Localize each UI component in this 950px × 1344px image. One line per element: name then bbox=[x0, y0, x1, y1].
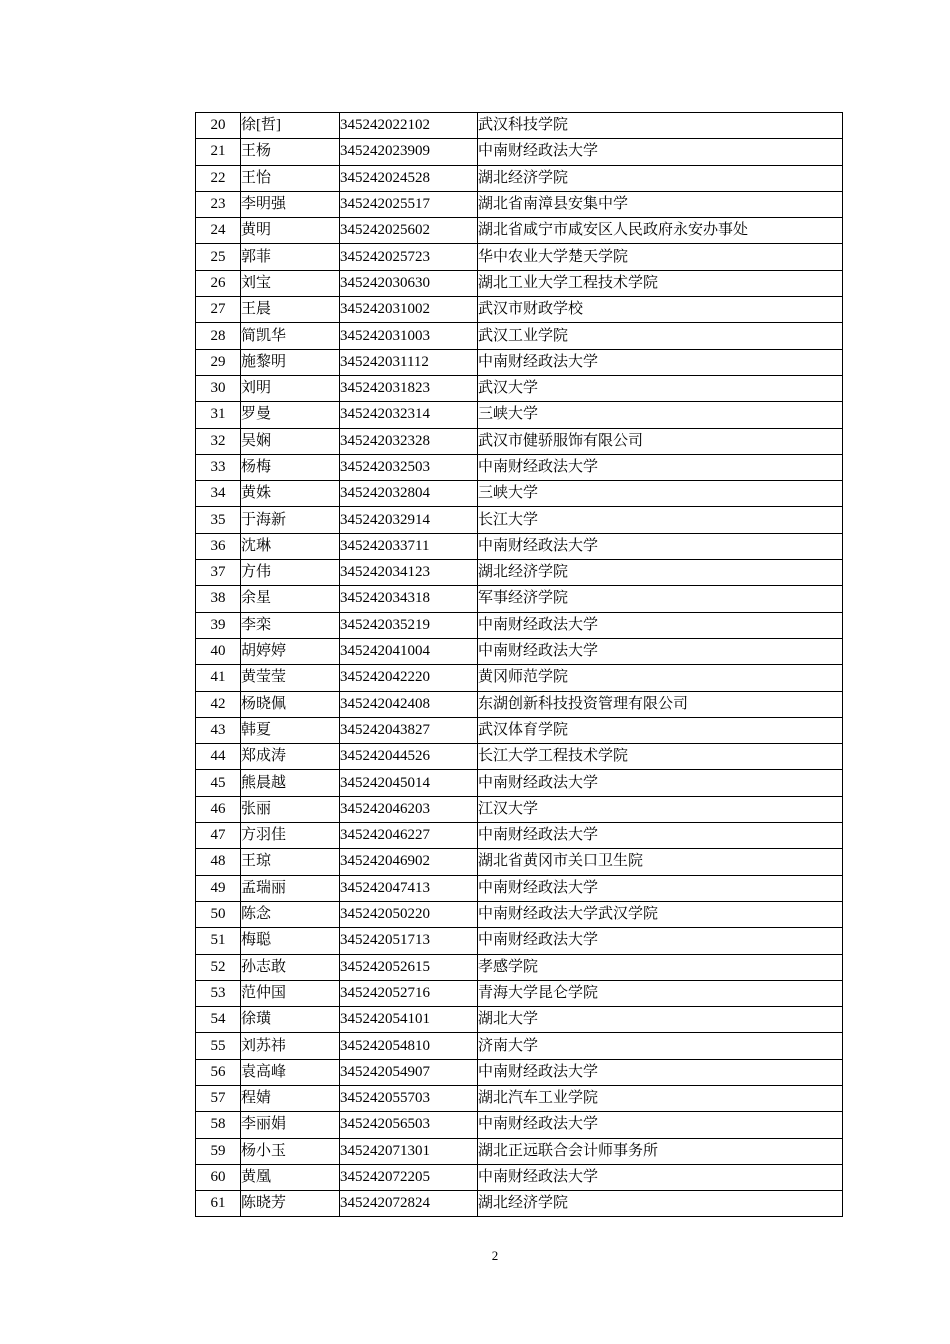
organization-cell: 中南财经政法大学 bbox=[478, 454, 843, 480]
exam-id-cell: 345242050220 bbox=[340, 901, 478, 927]
table-row bbox=[196, 849, 843, 875]
organization-cell: 湖北正远联合会计师事务所 bbox=[478, 1138, 843, 1164]
table-row bbox=[196, 1059, 843, 1085]
organization-cell: 中南财经政法大学 bbox=[478, 139, 843, 165]
name-cell: 孟瑞丽 bbox=[241, 875, 340, 901]
name-cell: 郑成涛 bbox=[241, 744, 340, 770]
table-row bbox=[196, 191, 843, 217]
row-number-cell: 36 bbox=[196, 533, 241, 559]
table-row bbox=[196, 1112, 843, 1138]
table-row bbox=[196, 218, 843, 244]
table-row bbox=[196, 612, 843, 638]
table-row bbox=[196, 665, 843, 691]
name-cell: 杨梅 bbox=[241, 454, 340, 480]
name-cell: 沈琳 bbox=[241, 533, 340, 559]
exam-id-cell: 345242032503 bbox=[340, 454, 478, 480]
row-number-cell: 20 bbox=[196, 113, 241, 139]
exam-id-cell: 345242041004 bbox=[340, 638, 478, 664]
name-cell: 熊晨越 bbox=[241, 770, 340, 796]
exam-id-cell: 345242044526 bbox=[340, 744, 478, 770]
exam-id-cell: 345242045014 bbox=[340, 770, 478, 796]
organization-cell: 东湖创新科技投资管理有限公司 bbox=[478, 691, 843, 717]
exam-id-cell: 345242031112 bbox=[340, 349, 478, 375]
name-cell: 杨小玉 bbox=[241, 1138, 340, 1164]
row-number-cell: 43 bbox=[196, 717, 241, 743]
row-number-cell: 54 bbox=[196, 1007, 241, 1033]
organization-cell: 中南财经政法大学 bbox=[478, 823, 843, 849]
row-number-cell: 60 bbox=[196, 1164, 241, 1190]
row-number-cell: 52 bbox=[196, 954, 241, 980]
row-number-cell: 41 bbox=[196, 665, 241, 691]
organization-cell: 武汉大学 bbox=[478, 375, 843, 401]
organization-cell: 三峡大学 bbox=[478, 481, 843, 507]
row-number-cell: 53 bbox=[196, 980, 241, 1006]
table-row bbox=[196, 928, 843, 954]
exam-id-cell: 345242035219 bbox=[340, 612, 478, 638]
table-row bbox=[196, 481, 843, 507]
row-number-cell: 21 bbox=[196, 139, 241, 165]
exam-id-cell: 345242054101 bbox=[340, 1007, 478, 1033]
name-cell: 徐[哲] bbox=[241, 113, 340, 139]
exam-id-cell: 345242030630 bbox=[340, 270, 478, 296]
table-row bbox=[196, 1191, 843, 1217]
organization-cell: 济南大学 bbox=[478, 1033, 843, 1059]
exam-id-cell: 345242032314 bbox=[340, 402, 478, 428]
organization-cell: 湖北省黄冈市关口卫生院 bbox=[478, 849, 843, 875]
exam-id-cell: 345242072205 bbox=[340, 1164, 478, 1190]
table-row bbox=[196, 875, 843, 901]
exam-id-cell: 345242054810 bbox=[340, 1033, 478, 1059]
row-number-cell: 46 bbox=[196, 796, 241, 822]
table-row bbox=[196, 954, 843, 980]
name-cell: 梅聪 bbox=[241, 928, 340, 954]
row-number-cell: 37 bbox=[196, 560, 241, 586]
table-row bbox=[196, 1007, 843, 1033]
roster-table bbox=[195, 112, 843, 1217]
exam-id-cell: 345242032914 bbox=[340, 507, 478, 533]
organization-cell: 中南财经政法大学 bbox=[478, 1059, 843, 1085]
row-number-cell: 35 bbox=[196, 507, 241, 533]
table-row bbox=[196, 349, 843, 375]
name-cell: 黄明 bbox=[241, 218, 340, 244]
organization-cell: 武汉科技学院 bbox=[478, 113, 843, 139]
exam-id-cell: 345242042220 bbox=[340, 665, 478, 691]
exam-id-cell: 345242033711 bbox=[340, 533, 478, 559]
exam-id-cell: 345242022102 bbox=[340, 113, 478, 139]
table-row bbox=[196, 297, 843, 323]
name-cell: 李栾 bbox=[241, 612, 340, 638]
name-cell: 方羽佳 bbox=[241, 823, 340, 849]
exam-id-cell: 345242024528 bbox=[340, 165, 478, 191]
exam-id-cell: 345242047413 bbox=[340, 875, 478, 901]
name-cell: 陈念 bbox=[241, 901, 340, 927]
row-number-cell: 58 bbox=[196, 1112, 241, 1138]
exam-id-cell: 345242043827 bbox=[340, 717, 478, 743]
exam-id-cell: 345242032804 bbox=[340, 481, 478, 507]
organization-cell: 湖北经济学院 bbox=[478, 560, 843, 586]
row-number-cell: 55 bbox=[196, 1033, 241, 1059]
exam-id-cell: 345242042408 bbox=[340, 691, 478, 717]
organization-cell: 武汉市健骄服饰有限公司 bbox=[478, 428, 843, 454]
exam-id-cell: 345242031003 bbox=[340, 323, 478, 349]
name-cell: 于海新 bbox=[241, 507, 340, 533]
name-cell: 杨晓佩 bbox=[241, 691, 340, 717]
organization-cell: 湖北省南漳县安集中学 bbox=[478, 191, 843, 217]
name-cell: 郭菲 bbox=[241, 244, 340, 270]
organization-cell: 华中农业大学楚天学院 bbox=[478, 244, 843, 270]
exam-id-cell: 345242025602 bbox=[340, 218, 478, 244]
name-cell: 韩夏 bbox=[241, 717, 340, 743]
row-number-cell: 38 bbox=[196, 586, 241, 612]
table-row bbox=[196, 1138, 843, 1164]
organization-cell: 中南财经政法大学 bbox=[478, 928, 843, 954]
exam-id-cell: 345242055703 bbox=[340, 1085, 478, 1111]
name-cell: 刘苏祎 bbox=[241, 1033, 340, 1059]
row-number-cell: 45 bbox=[196, 770, 241, 796]
name-cell: 徐璜 bbox=[241, 1007, 340, 1033]
table-row bbox=[196, 691, 843, 717]
name-cell: 王晨 bbox=[241, 297, 340, 323]
exam-id-cell: 345242034318 bbox=[340, 586, 478, 612]
name-cell: 罗曼 bbox=[241, 402, 340, 428]
table-row bbox=[196, 901, 843, 927]
row-number-cell: 25 bbox=[196, 244, 241, 270]
row-number-cell: 59 bbox=[196, 1138, 241, 1164]
name-cell: 黄姝 bbox=[241, 481, 340, 507]
organization-cell: 青海大学昆仑学院 bbox=[478, 980, 843, 1006]
organization-cell: 三峡大学 bbox=[478, 402, 843, 428]
exam-id-cell: 345242031823 bbox=[340, 375, 478, 401]
organization-cell: 湖北省咸宁市咸安区人民政府永安办事处 bbox=[478, 218, 843, 244]
name-cell: 吴娴 bbox=[241, 428, 340, 454]
table-row bbox=[196, 980, 843, 1006]
name-cell: 施黎明 bbox=[241, 349, 340, 375]
organization-cell: 武汉工业学院 bbox=[478, 323, 843, 349]
exam-id-cell: 345242023909 bbox=[340, 139, 478, 165]
row-number-cell: 40 bbox=[196, 638, 241, 664]
name-cell: 刘宝 bbox=[241, 270, 340, 296]
row-number-cell: 23 bbox=[196, 191, 241, 217]
organization-cell: 中南财经政法大学 bbox=[478, 770, 843, 796]
row-number-cell: 51 bbox=[196, 928, 241, 954]
name-cell: 胡婷婷 bbox=[241, 638, 340, 664]
exam-id-cell: 345242032328 bbox=[340, 428, 478, 454]
organization-cell: 长江大学 bbox=[478, 507, 843, 533]
organization-cell: 长江大学工程技术学院 bbox=[478, 744, 843, 770]
table-row bbox=[196, 638, 843, 664]
table-row bbox=[196, 1033, 843, 1059]
table-row bbox=[196, 270, 843, 296]
exam-id-cell: 345242071301 bbox=[340, 1138, 478, 1164]
row-number-cell: 30 bbox=[196, 375, 241, 401]
exam-id-cell: 345242025723 bbox=[340, 244, 478, 270]
name-cell: 范仲国 bbox=[241, 980, 340, 1006]
organization-cell: 湖北经济学院 bbox=[478, 165, 843, 191]
name-cell: 余星 bbox=[241, 586, 340, 612]
table-row bbox=[196, 323, 843, 349]
name-cell: 王怡 bbox=[241, 165, 340, 191]
table-row bbox=[196, 375, 843, 401]
organization-cell: 武汉体育学院 bbox=[478, 717, 843, 743]
row-number-cell: 57 bbox=[196, 1085, 241, 1111]
exam-id-cell: 345242056503 bbox=[340, 1112, 478, 1138]
row-number-cell: 39 bbox=[196, 612, 241, 638]
name-cell: 李丽娟 bbox=[241, 1112, 340, 1138]
row-number-cell: 42 bbox=[196, 691, 241, 717]
name-cell: 黄凰 bbox=[241, 1164, 340, 1190]
row-number-cell: 50 bbox=[196, 901, 241, 927]
row-number-cell: 44 bbox=[196, 744, 241, 770]
exam-id-cell: 345242052716 bbox=[340, 980, 478, 1006]
row-number-cell: 26 bbox=[196, 270, 241, 296]
roster-table-body bbox=[196, 113, 843, 1217]
row-number-cell: 34 bbox=[196, 481, 241, 507]
row-number-cell: 47 bbox=[196, 823, 241, 849]
name-cell: 王琼 bbox=[241, 849, 340, 875]
table-row bbox=[196, 402, 843, 428]
exam-id-cell: 345242025517 bbox=[340, 191, 478, 217]
name-cell: 陈晓芳 bbox=[241, 1191, 340, 1217]
organization-cell: 中南财经政法大学武汉学院 bbox=[478, 901, 843, 927]
name-cell: 方伟 bbox=[241, 560, 340, 586]
organization-cell: 中南财经政法大学 bbox=[478, 612, 843, 638]
table-row bbox=[196, 165, 843, 191]
name-cell: 王杨 bbox=[241, 139, 340, 165]
organization-cell: 湖北工业大学工程技术学院 bbox=[478, 270, 843, 296]
exam-id-cell: 345242054907 bbox=[340, 1059, 478, 1085]
exam-id-cell: 345242051713 bbox=[340, 928, 478, 954]
table-row bbox=[196, 717, 843, 743]
name-cell: 黄莹莹 bbox=[241, 665, 340, 691]
table-row bbox=[196, 1085, 843, 1111]
name-cell: 张丽 bbox=[241, 796, 340, 822]
organization-cell: 军事经济学院 bbox=[478, 586, 843, 612]
organization-cell: 江汉大学 bbox=[478, 796, 843, 822]
exam-id-cell: 345242046227 bbox=[340, 823, 478, 849]
exam-id-cell: 345242072824 bbox=[340, 1191, 478, 1217]
row-number-cell: 31 bbox=[196, 402, 241, 428]
table-row bbox=[196, 428, 843, 454]
row-number-cell: 29 bbox=[196, 349, 241, 375]
organization-cell: 中南财经政法大学 bbox=[478, 533, 843, 559]
table-row bbox=[196, 770, 843, 796]
organization-cell: 中南财经政法大学 bbox=[478, 875, 843, 901]
organization-cell: 中南财经政法大学 bbox=[478, 1112, 843, 1138]
name-cell: 李明强 bbox=[241, 191, 340, 217]
organization-cell: 孝感学院 bbox=[478, 954, 843, 980]
table-row bbox=[196, 823, 843, 849]
name-cell: 孙志敢 bbox=[241, 954, 340, 980]
table-row bbox=[196, 586, 843, 612]
organization-cell: 湖北大学 bbox=[478, 1007, 843, 1033]
row-number-cell: 33 bbox=[196, 454, 241, 480]
table-row bbox=[196, 454, 843, 480]
organization-cell: 武汉市财政学校 bbox=[478, 297, 843, 323]
row-number-cell: 56 bbox=[196, 1059, 241, 1085]
name-cell: 刘明 bbox=[241, 375, 340, 401]
table-row bbox=[196, 507, 843, 533]
organization-cell: 黄冈师范学院 bbox=[478, 665, 843, 691]
table-row bbox=[196, 1164, 843, 1190]
table-row bbox=[196, 533, 843, 559]
exam-id-cell: 345242046203 bbox=[340, 796, 478, 822]
organization-cell: 中南财经政法大学 bbox=[478, 349, 843, 375]
row-number-cell: 27 bbox=[196, 297, 241, 323]
exam-id-cell: 345242046902 bbox=[340, 849, 478, 875]
row-number-cell: 28 bbox=[196, 323, 241, 349]
organization-cell: 中南财经政法大学 bbox=[478, 1164, 843, 1190]
row-number-cell: 24 bbox=[196, 218, 241, 244]
table-row bbox=[196, 139, 843, 165]
name-cell: 袁高峰 bbox=[241, 1059, 340, 1085]
table-row bbox=[196, 244, 843, 270]
exam-id-cell: 345242031002 bbox=[340, 297, 478, 323]
page-number: 2 bbox=[491, 1248, 499, 1263]
table-row bbox=[196, 796, 843, 822]
table-row bbox=[196, 560, 843, 586]
row-number-cell: 61 bbox=[196, 1191, 241, 1217]
row-number-cell: 32 bbox=[196, 428, 241, 454]
name-cell: 程婧 bbox=[241, 1085, 340, 1111]
name-cell: 简凯华 bbox=[241, 323, 340, 349]
table-row bbox=[196, 744, 843, 770]
exam-id-cell: 345242034123 bbox=[340, 560, 478, 586]
organization-cell: 湖北汽车工业学院 bbox=[478, 1085, 843, 1111]
row-number-cell: 48 bbox=[196, 849, 241, 875]
organization-cell: 中南财经政法大学 bbox=[478, 638, 843, 664]
row-number-cell: 22 bbox=[196, 165, 241, 191]
exam-id-cell: 345242052615 bbox=[340, 954, 478, 980]
table-row bbox=[196, 113, 843, 139]
organization-cell: 湖北经济学院 bbox=[478, 1191, 843, 1217]
row-number-cell: 49 bbox=[196, 875, 241, 901]
